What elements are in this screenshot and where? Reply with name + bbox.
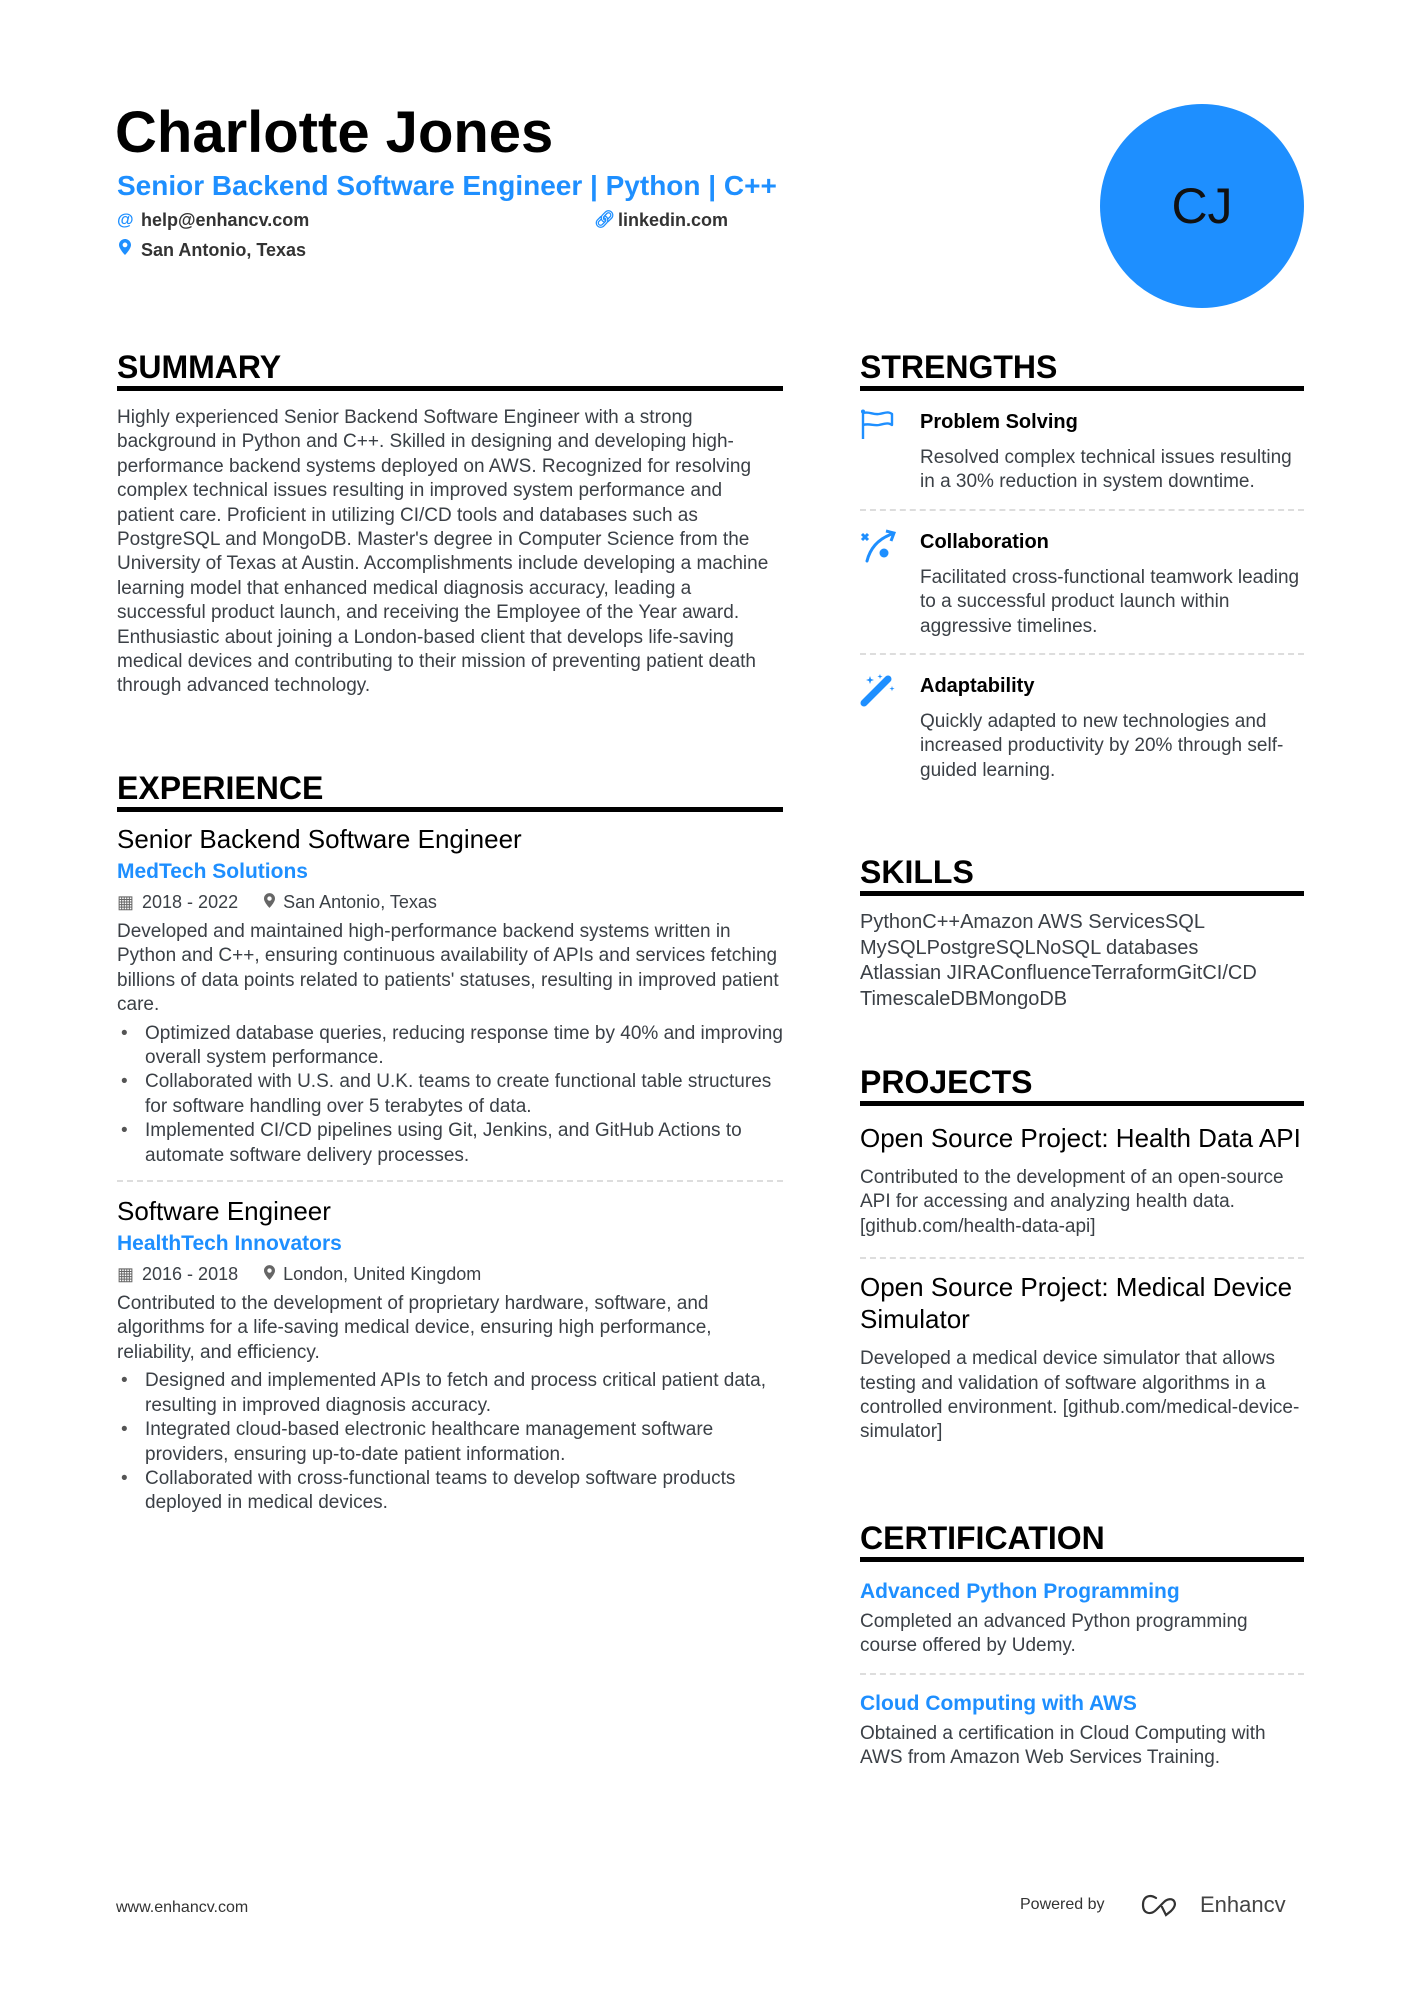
project-description: Developed a medical device simulator that allows testing and validation of software algorithms in a controlled environment. [github.com/medical-device-simulator] <box>860 1348 1300 1443</box>
section-title: EXPERIENCE <box>117 769 783 812</box>
summary-text: Highly experienced Senior Backend Software Engineer with a strong background in Python and C++. Skilled in designing and developing high-performance backend systems deployed on AWS. Recognized for resolving complex technical issues resulting in improved system performance and patient care. Proficient in utilizing CI/CD tools and databases such as PostgreSQL and MongoDB. Master's degree in Computer Science from the University of Texas at Austin. Accomplishments include developing a machine learning model that enhanced medical diagnosis accuracy, leading a successful product launch, and receiving the Employee of the Year award. Enthusiastic about joining a London-based client that develops life-saving medical devices and contributing to their mission of preventing patient death through advanced technology. <box>117 407 769 697</box>
enhancv-logo-icon <box>1140 1893 1186 1917</box>
bullet-item: • Collaborated with U.S. and U.K. teams to create functional table structures for software handling over 5 terabytes of data. <box>117 1070 783 1119</box>
section-title: CERTIFICATION <box>860 1519 1304 1562</box>
location-text: San Antonio, Texas <box>141 240 307 260</box>
job-description: Contributed to the development of proprietary hardware, software, and algorithms for a life-saving medical device, ensuring high performance, reliability, and efficiency. <box>117 1293 712 1363</box>
strength-title: Problem Solving <box>920 411 1078 433</box>
avatar: CJ <box>1100 104 1304 308</box>
company-name: MedTech Solutions <box>117 860 308 883</box>
bullet-item: • Optimized database queries, reducing response time by 40% and improving overall system performance. <box>117 1022 783 1071</box>
project-description: Contributed to the development of an open-source API for accessing and analyzing health data. [github.com/health-data-api] <box>860 1167 1284 1237</box>
skills-line: PythonC++Amazon AWS ServicesSQL <box>860 911 1205 933</box>
skills-line: TimescaleDBMongoDB <box>860 987 1068 1010</box>
bullet-item: • Implemented CI/CD pipelines using Git, Jenkins, and GitHub Actions to automate software delivery processes. <box>117 1119 783 1168</box>
skills-line: Atlassian JIRAConfluenceTerraformGitCI/CD <box>860 962 1257 985</box>
magic-wand-icon <box>860 673 920 783</box>
certification-title: Cloud Computing with AWS <box>860 1691 1137 1715</box>
section-title: SUMMARY <box>117 348 783 391</box>
strength-description: Quickly adapted to new technologies and increased productivity by 20% through self-guided learning. <box>920 711 1284 781</box>
linkedin-contact[interactable] <box>594 208 728 232</box>
experience-section <box>117 769 783 1516</box>
certification-item <box>860 1673 1304 1771</box>
project-title: Open Source Project: Medical Device Simulator <box>860 1272 1293 1335</box>
location-text: London, United Kingdom <box>283 1264 482 1285</box>
job-description: Developed and maintained high-performance backend systems written in Python and C++, ensuring continuous availability of APIs and services fetching billions of data points related to patients' statuses, resulting in improved patient care. <box>117 921 779 1016</box>
bullet-item: • Collaborated with cross-functional teams to develop software products deployed in medical devices. <box>117 1467 783 1516</box>
map-pin-icon <box>264 892 275 912</box>
calendar-icon: ▦ <box>117 892 135 912</box>
location-text: San Antonio, Texas <box>283 892 437 912</box>
certification-title: Advanced Python Programming <box>860 1580 1180 1603</box>
projects-section <box>860 1063 1304 1445</box>
powered-by-text: Powered by <box>1020 1896 1105 1913</box>
dates-text: 2018 - 2022 <box>142 892 239 912</box>
section-title: PROJECTS <box>860 1063 1304 1106</box>
footer-website[interactable]: www.enhancv.com <box>116 1899 249 1916</box>
candidate-name: Charlotte Jones <box>115 100 554 165</box>
strength-item <box>860 509 1304 653</box>
job-location <box>264 890 437 914</box>
skills-line: MySQLPostgreSQLNoSQL databases <box>860 936 1199 959</box>
bullet-item: • Designed and implemented APIs to fetch and process critical patient data, resulting in improved diagnosis accuracy. <box>117 1369 783 1418</box>
job-dates <box>117 1262 238 1286</box>
job-entry <box>117 1180 783 1516</box>
certification-section <box>860 1519 1304 1771</box>
strength-description: Facilitated cross-functional teamwork leading to a successful product launch within aggressive timelines. <box>920 566 1300 637</box>
job-location <box>264 1262 481 1286</box>
at-icon: @ <box>117 210 134 229</box>
strengths-section <box>860 348 1304 797</box>
skills-section <box>860 853 1304 1012</box>
project-item <box>860 1106 1304 1239</box>
candidate-title: Senior Backend Software Engineer | Python | C++ <box>117 170 777 201</box>
summary-section <box>117 348 783 699</box>
enhancv-logo[interactable] <box>1140 1892 1286 1918</box>
strength-title: Collaboration <box>920 530 1049 553</box>
dates-text: 2016 - 2018 <box>142 1264 239 1285</box>
bullet-item: • Integrated cloud-based electronic healthcare management software providers, ensuring up-to-date patient information. <box>117 1418 783 1467</box>
map-pin-icon <box>117 238 133 262</box>
section-title: STRENGTHS <box>860 348 1304 391</box>
strategy-icon <box>860 529 920 639</box>
job-bullets <box>117 1369 783 1515</box>
project-item <box>860 1257 1304 1445</box>
strength-description: Resolved complex technical issues resulting in a 30% reduction in system downtime. <box>920 447 1292 493</box>
project-title: Open Source Project: Health Data API <box>860 1123 1301 1153</box>
section-title: SKILLS <box>860 853 1304 896</box>
location-contact <box>117 238 306 262</box>
job-entry <box>117 823 783 1168</box>
company-name: HealthTech Innovators <box>117 1232 342 1256</box>
strength-title: Adaptability <box>920 675 1035 698</box>
certification-description: Completed an advanced Python programming course offered by Udemy. <box>860 1611 1248 1657</box>
enhancv-brand: Enhancv <box>1200 1892 1286 1917</box>
email-contact[interactable] <box>117 208 309 232</box>
link-icon: 🔗︎ <box>594 210 616 229</box>
map-pin-icon <box>264 1264 275 1284</box>
strength-item <box>860 653 1304 797</box>
linkedin-text[interactable]: linkedin.com <box>618 210 729 230</box>
strength-item <box>860 391 1304 509</box>
flag-icon <box>860 409 920 495</box>
email-text[interactable]: help@enhancv.com <box>141 210 310 230</box>
job-dates <box>117 890 238 914</box>
certification-item <box>860 1562 1304 1659</box>
job-title: Software Engineer <box>117 1196 331 1227</box>
job-title: Senior Backend Software Engineer <box>117 824 522 854</box>
job-bullets <box>117 1022 783 1168</box>
certification-description: Obtained a certification in Cloud Computing with AWS from Amazon Web Services Training. <box>860 1722 1266 1769</box>
calendar-icon: ▦ <box>117 1264 135 1285</box>
